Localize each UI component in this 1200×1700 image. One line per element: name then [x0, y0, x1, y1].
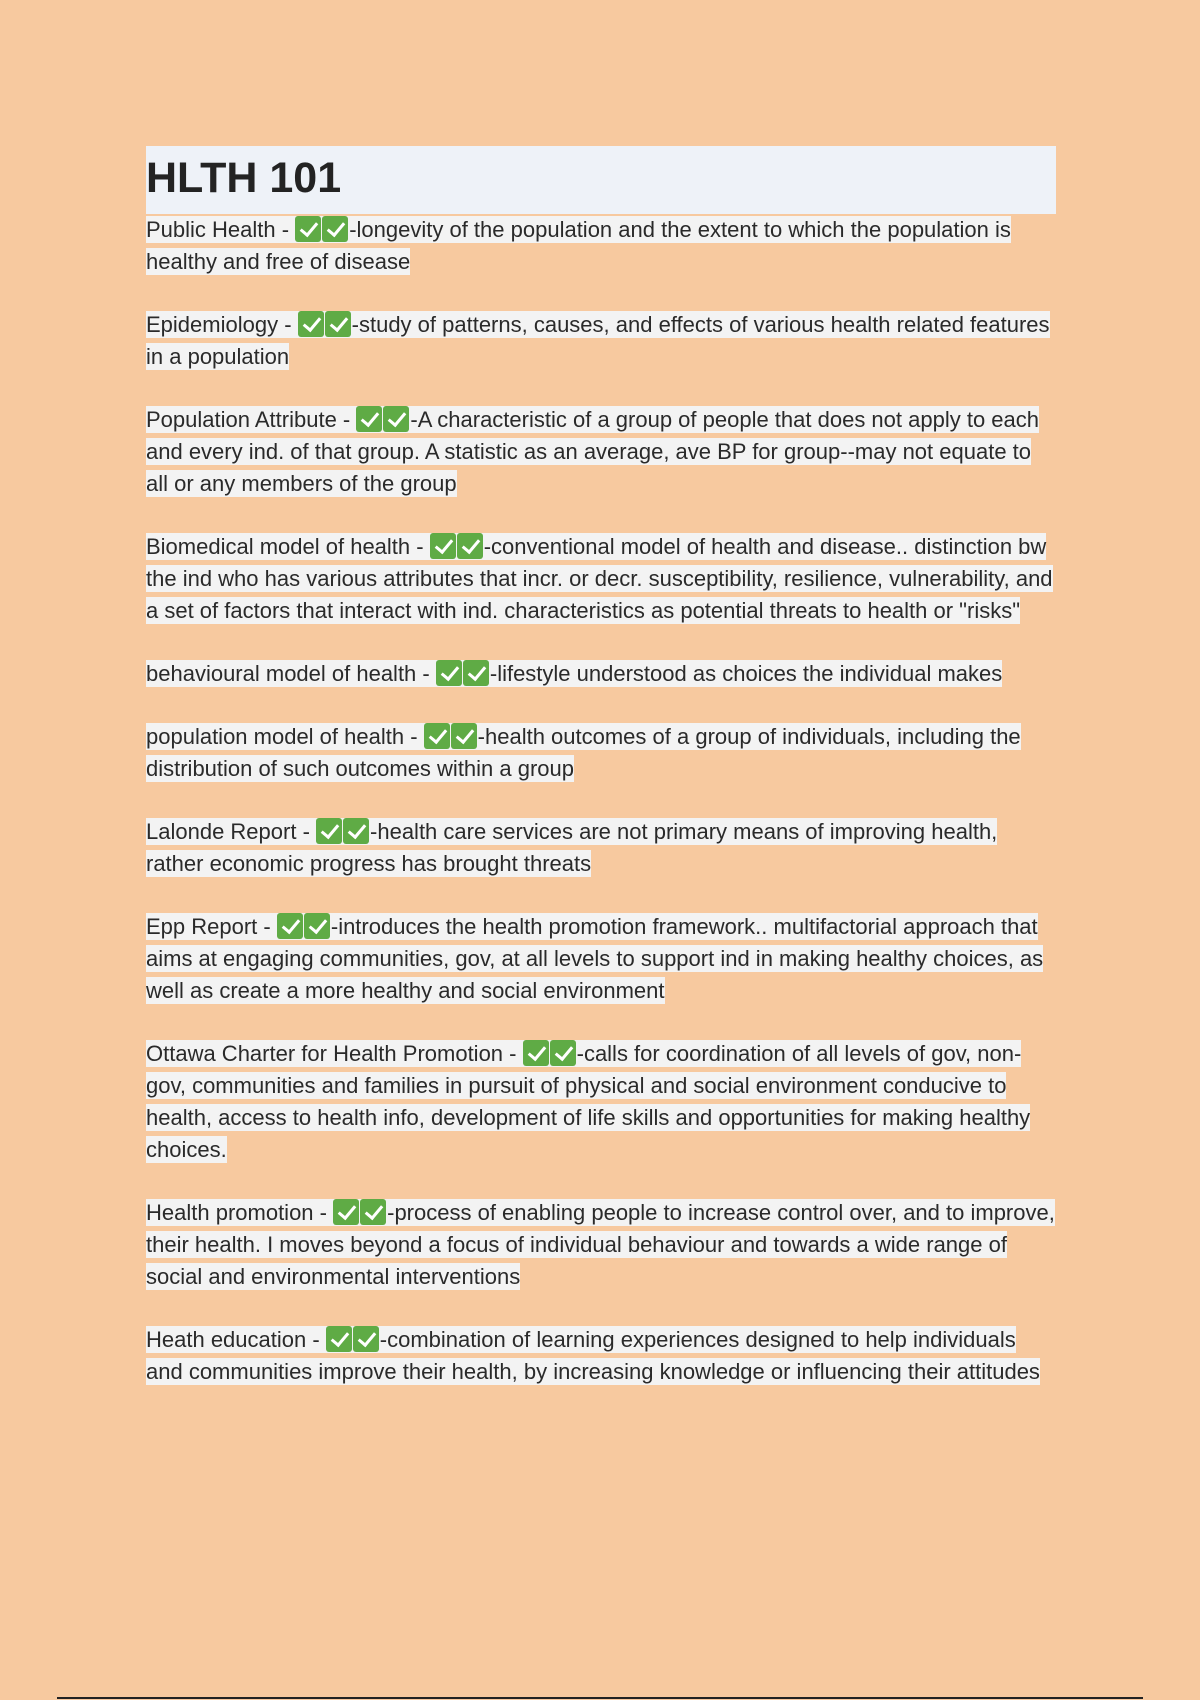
check-mark-button-icon — [304, 913, 330, 939]
check-mark-button-icon — [316, 818, 342, 844]
entry-highlight — [146, 406, 1039, 497]
check-mark-button-icon — [436, 660, 462, 686]
check-mark-button-icon — [356, 406, 382, 432]
entry-separator: - — [278, 312, 298, 337]
glossary-entry — [146, 309, 1056, 373]
definition-prefix: - — [489, 661, 498, 686]
terms-list — [146, 214, 1056, 1388]
check-mark-button-icon — [430, 533, 456, 559]
check-mark-button-icon — [325, 311, 351, 337]
entry-highlight — [146, 1326, 1040, 1385]
entry-term: Public Health — [146, 217, 276, 242]
entry-separator: - — [275, 217, 296, 242]
entry-term: Health promotion — [146, 1200, 314, 1225]
entry-definition: process of enabling people to increase control over, and to improve, their health. I moves beyond a focus of individual behaviour and towards a wide range of social and environmental interventions — [146, 1200, 1055, 1289]
entry-definition: study of patterns, causes, and effects of various health related features in a population — [146, 312, 1050, 369]
entry-separator: - — [306, 1327, 326, 1352]
entry-highlight — [146, 311, 1050, 370]
entry-separator: - — [410, 534, 430, 559]
definition-prefix: - — [387, 1200, 395, 1225]
check-mark-button-icon — [451, 723, 477, 749]
glossary-entry — [146, 404, 1056, 500]
entry-term: behavioural model of health — [146, 661, 417, 686]
check-mark-button-icon — [457, 533, 483, 559]
check-mark-button-icon — [550, 1040, 576, 1066]
entry-definition: A characteristic of a group of people that does not apply to each and every ind. of that group. A statistic as an average, ave BP for group--may not equate to all or any members of the group — [146, 407, 1039, 496]
entry-highlight — [146, 1040, 1030, 1163]
entry-separator: - — [296, 819, 317, 844]
entry-separator: - — [503, 1041, 523, 1066]
entry-definition: calls for coordination of all levels of gov, non-gov, communities and families in pursuit of physical and social environment conducive to health, access to health info, development of life skills and opportunities for making healthy choices. — [146, 1041, 1031, 1162]
document-page — [146, 146, 1056, 1419]
entry-definition: introduces the health promotion framework.. multifactorial approach that aims at engaging communities, gov, at all levels to support ind in making healthy choices, as well as create a more healthy and social environment — [146, 914, 1044, 1003]
entry-definition: combination of learning experiences designed to help individuals and communities improve their health, by increasing knowledge or influencing their attitudes — [146, 1327, 1040, 1384]
entry-definition: conventional model of health and disease.. distinction bw the ind who has various attributes that incr. or decr. susceptibility, resilience, vulnerability, and a set of factors that interact with ind. characteristics as potential threats to health or "risks" — [146, 534, 1053, 623]
glossary-entry — [146, 658, 1056, 690]
definition-prefix: - — [477, 724, 485, 749]
entry-term: Lalonde Report — [146, 819, 297, 844]
glossary-entry — [146, 214, 1056, 278]
check-mark-button-icon — [343, 818, 369, 844]
glossary-entry — [146, 1197, 1056, 1293]
entry-highlight — [146, 216, 1011, 275]
glossary-entry — [146, 1038, 1056, 1166]
glossary-entry — [146, 911, 1056, 1007]
entry-definition: health outcomes of a group of individuals, including the distribution of such outcomes within a group — [146, 724, 1021, 781]
definition-prefix: - — [483, 534, 492, 559]
check-mark-button-icon — [353, 1326, 379, 1352]
entry-highlight — [146, 533, 1053, 624]
check-mark-button-icon — [333, 1199, 359, 1225]
entry-highlight — [146, 818, 997, 877]
glossary-entry — [146, 531, 1056, 627]
glossary-entry — [146, 816, 1056, 880]
entry-term: Biomedical model of health — [146, 534, 411, 559]
title-bar — [146, 146, 1056, 214]
entry-highlight — [146, 913, 1043, 1004]
check-mark-button-icon — [322, 216, 348, 242]
definition-prefix: - — [410, 407, 418, 432]
definition-prefix: - — [351, 312, 359, 337]
check-mark-button-icon — [295, 216, 321, 242]
glossary-entry — [146, 1324, 1056, 1388]
entry-term: Epidemiology — [146, 312, 279, 337]
definition-prefix: - — [379, 1327, 388, 1352]
check-mark-button-icon — [360, 1199, 386, 1225]
check-mark-button-icon — [383, 406, 409, 432]
definition-prefix: - — [370, 819, 378, 844]
check-mark-button-icon — [523, 1040, 549, 1066]
entry-definition: health care services are not primary means of improving health, rather economic progress has brought threats — [146, 819, 998, 876]
entry-definition: lifestyle understood as choices the individual makes — [497, 661, 1003, 686]
definition-prefix: - — [349, 217, 357, 242]
entry-separator: - — [257, 914, 277, 939]
page-bottom-divider — [57, 1697, 1143, 1699]
check-mark-button-icon — [277, 913, 303, 939]
entry-separator: - — [416, 661, 436, 686]
definition-prefix: - — [576, 1041, 584, 1066]
check-mark-button-icon — [424, 723, 450, 749]
entry-term: population model of health — [146, 724, 405, 749]
entry-term: Heath education — [146, 1327, 307, 1352]
entry-term: Population Attribute — [146, 407, 337, 432]
entry-definition: longevity of the population and the extent to which the population is healthy and free of disease — [146, 217, 1011, 274]
entry-separator: - — [404, 724, 424, 749]
glossary-entry — [146, 721, 1056, 785]
check-mark-button-icon — [326, 1326, 352, 1352]
entry-highlight — [146, 660, 1002, 687]
entry-term: Epp Report — [146, 914, 258, 939]
document-title: HLTH 101 — [146, 154, 342, 202]
definition-prefix: - — [330, 914, 339, 939]
entry-highlight — [146, 723, 1021, 782]
entry-highlight — [146, 1199, 1055, 1290]
entry-separator: - — [336, 407, 357, 432]
entry-term: Ottawa Charter for Health Promotion — [146, 1041, 504, 1066]
check-mark-button-icon — [298, 311, 324, 337]
entry-separator: - — [313, 1200, 334, 1225]
check-mark-button-icon — [463, 660, 489, 686]
